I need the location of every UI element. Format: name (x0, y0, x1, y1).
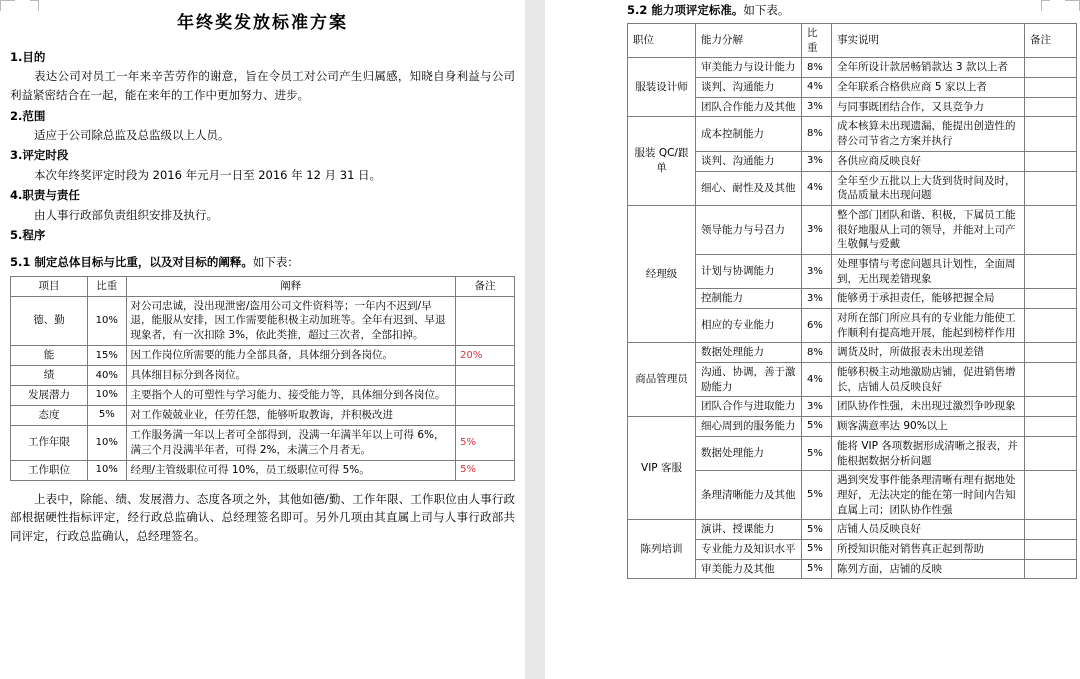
section-heading-duty: 4.职责与责任 (10, 188, 80, 203)
cell-fact: 全年所设计款居畅销款达 3 款以上者 (832, 58, 1025, 78)
cell-fact: 能够积极主动地激励店铺，促进销售增长，店铺人员反映良好 (832, 363, 1025, 397)
cell-note (456, 366, 515, 386)
cell-weight: 5% (802, 559, 832, 579)
cell-fact: 全年联系合格供应商 5 家以上者 (832, 78, 1025, 98)
table-row (628, 171, 1077, 205)
cell-desc: 工作服务满一年以上者可全部得到，没满一年满半年以上可得 6%，满三个月没满半年者，可得 2%，未满三个月者无。 (126, 425, 456, 460)
table-row (11, 460, 515, 480)
cell-weight: 5% (802, 539, 832, 559)
cell-weight: 40% (88, 366, 127, 386)
cell-ability: 演讲、授课能力 (696, 520, 802, 540)
cell-note (1025, 78, 1077, 98)
table-row (11, 386, 515, 406)
table-row (628, 539, 1077, 559)
table-row (628, 78, 1077, 98)
cell-fact: 店铺人员反映良好 (832, 520, 1025, 540)
table-row (628, 289, 1077, 309)
cell-item: 工作职位 (11, 460, 88, 480)
cell-fact: 团队协作性强，未出现过激烈争吵现象 (832, 397, 1025, 417)
cell-ability: 条理清晰能力及其他 (696, 471, 802, 520)
cell-note (1025, 363, 1077, 397)
cell-weight: 8% (802, 343, 832, 363)
cell-desc: 经理/主管级职位可得 10%，员工级职位可得 5%。 (126, 460, 456, 480)
cell-note (1025, 520, 1077, 540)
table-row (628, 254, 1077, 288)
cell-weight: 5% (802, 520, 832, 540)
cell-note (456, 386, 515, 406)
cell-weight: 10% (88, 296, 127, 346)
cell-fact: 遇到突发事件能条理清晰有理有据地处理好，无法决定的能在第一时间内告知直属上司；团队协作性强 (832, 471, 1025, 520)
table-header-row (628, 24, 1077, 58)
col-header-desc: 阐释 (126, 276, 456, 296)
cell-weight: 5% (802, 471, 832, 520)
cell-weight: 6% (802, 309, 832, 343)
cell-note (1025, 117, 1077, 151)
crop-mark-top-right-icon (1065, 0, 1080, 11)
subsection-heading-5-2-text: 5.2 能力项评定标准。 (627, 3, 744, 17)
cell-ability: 成本控制能力 (696, 117, 802, 151)
cell-weight: 5% (802, 417, 832, 437)
cell-fact: 调货及时，所做报表未出现差错 (832, 343, 1025, 363)
cell-fact: 成本核算未出现遗漏，能提出创造性的替公司节省之方案并执行 (832, 117, 1025, 151)
cell-note (1025, 417, 1077, 437)
cell-ability: 团队合作能力及其他 (696, 97, 802, 117)
cell-weight: 10% (88, 425, 127, 460)
cell-weight: 5% (802, 436, 832, 470)
cell-desc: 对公司忠诚，没出现泄密/盗用公司文件资料等；一年内不迟到/早退，能服从安排，因工作需要能积极主动加班等。全年有迟到、早退现象者，有一次扣除 3%，依此类推，超过三次者，全部扣掉。 (126, 296, 456, 346)
col-header-weight: 比重 (802, 24, 832, 58)
cell-weight: 4% (802, 363, 832, 397)
cell-note (456, 296, 515, 346)
subsection-heading-5-1-tail: 如下表： (252, 255, 299, 270)
cell-ability: 数据处理能力 (696, 436, 802, 470)
subsection-heading-5-1-text: 5.1 制定总体目标与比重，以及对目标的阐释。 (10, 255, 253, 270)
cell-weight: 3% (802, 97, 832, 117)
section-body-purpose: 表达公司对员工一年来辛苦劳作的谢意，旨在令员工对公司产生归属感，知晓自身利益与公司利益紧密结合在一起，能在来年的工作中更加努力、进步。 (10, 69, 515, 102)
document-page-right (545, 0, 1080, 679)
cell-fact: 所授知识能对销售真正起到帮助 (832, 539, 1025, 559)
cell-note (1025, 471, 1077, 520)
cell-weight: 3% (802, 289, 832, 309)
cell-note (1025, 205, 1077, 254)
cell-weight: 10% (88, 460, 127, 480)
section-heading-procedure: 5.程序 (10, 228, 46, 243)
cell-fact: 各供应商反映良好 (832, 151, 1025, 171)
cell-note (1025, 436, 1077, 470)
cell-desc: 对工作兢兢业业，任劳任怨，能够听取教诲，并积极改进 (126, 405, 456, 425)
page-title: 年终奖发放标准方案 (177, 13, 348, 33)
cell-note (1025, 397, 1077, 417)
cell-note (1025, 151, 1077, 171)
document-page-left (0, 0, 525, 679)
table-row (11, 366, 515, 386)
cell-desc: 因工作岗位所需要的能力全部具备，具体细分到各岗位。 (126, 346, 456, 366)
table-row (11, 296, 515, 346)
cell-item: 发展潜力 (11, 386, 88, 406)
cell-weight: 3% (802, 254, 832, 288)
col-header-ability: 能力分解 (696, 24, 802, 58)
cell-note (1025, 289, 1077, 309)
table-row (628, 58, 1077, 78)
col-header-note: 备注 (456, 276, 515, 296)
cell-desc: 具体细目标分到各岗位。 (126, 366, 456, 386)
cell-fact: 陈列方面，店铺的反映 (832, 559, 1025, 579)
cell-weight: 4% (802, 78, 832, 98)
table-row (628, 471, 1077, 520)
table-row (628, 97, 1077, 117)
cell-fact: 处理事情与考虑问题具计划性，全面周到，无出现差错现象 (832, 254, 1025, 288)
section-body-period: 本次年终奖评定时段为 2016 年元月一日至 2016 年 12 月 31 日。 (34, 167, 382, 182)
subsection-heading-5-2-tail: 如下表。 (743, 3, 790, 17)
cell-weight: 5% (88, 405, 127, 425)
cell-note (1025, 343, 1077, 363)
table-row (628, 309, 1077, 343)
cell-note (1025, 309, 1077, 343)
cell-item: 态度 (11, 405, 88, 425)
cell-ability: 谈判、沟通能力 (696, 78, 802, 98)
cell-ability: 细心周到的服务能力 (696, 417, 802, 437)
col-header-item: 项目 (11, 276, 88, 296)
cell-position: 陈列培训 (628, 520, 696, 579)
cell-item: 德、勤 (11, 296, 88, 346)
section-heading-period: 3.评定时段 (10, 148, 69, 163)
table-row (628, 363, 1077, 397)
cell-ability: 沟通、协调，善于激励能力 (696, 363, 802, 397)
cell-weight: 3% (802, 151, 832, 171)
cell-note (1025, 539, 1077, 559)
subsection-heading-5-2 (627, 2, 1058, 18)
cell-weight: 8% (802, 117, 832, 151)
overall-goal-table (10, 276, 515, 481)
table-row (628, 436, 1077, 470)
cell-ability: 计划与协调能力 (696, 254, 802, 288)
section-heading-purpose: 1.目的 (10, 50, 46, 64)
table-row (628, 559, 1077, 579)
cell-ability: 控制能力 (696, 289, 802, 309)
cell-weight: 4% (802, 171, 832, 205)
section-body-scope: 适应于公司除总监及总监级以上人员。 (34, 127, 230, 142)
cell-note (1025, 97, 1077, 117)
col-header-fact: 事实说明 (832, 24, 1025, 58)
cell-fact: 整个部门团队和谐、积极，下属员工能很好地服从上司的领导，并能对上司产生敬佩与爱戴 (832, 205, 1025, 254)
cell-ability: 领导能力与号召力 (696, 205, 802, 254)
cell-ability: 谈判、沟通能力 (696, 151, 802, 171)
cell-item: 工作年限 (11, 425, 88, 460)
table-row (628, 205, 1077, 254)
cell-note: 5% (456, 425, 515, 460)
cell-position: 服装 QC/跟单 (628, 117, 696, 205)
cell-weight: 15% (88, 346, 127, 366)
ability-criteria-table (627, 23, 1077, 579)
cell-fact: 能够勇于承担责任，能够把握全局 (832, 289, 1025, 309)
cell-weight: 10% (88, 386, 127, 406)
cell-ability: 审美能力与设计能力 (696, 58, 802, 78)
cell-note (1025, 171, 1077, 205)
cell-fact: 对所在部门所应具有的专业能力能使工作顺利有提高地开展，能起到榜样作用 (832, 309, 1025, 343)
cell-note (456, 405, 515, 425)
cell-note (1025, 559, 1077, 579)
table-row (11, 425, 515, 460)
cell-fact: 全年至少五批以上大货到货时间及时，货品质量未出现问题 (832, 171, 1025, 205)
cell-ability: 数据处理能力 (696, 343, 802, 363)
cell-weight: 3% (802, 397, 832, 417)
subsection-heading-5-1 (10, 254, 515, 271)
cell-position: VIP 客服 (628, 417, 696, 520)
table-row (628, 417, 1077, 437)
col-header-note: 备注 (1025, 24, 1077, 58)
cell-note: 5% (456, 460, 515, 480)
table-row (628, 151, 1077, 171)
cell-position: 商品管理员 (628, 343, 696, 417)
table-row (628, 343, 1077, 363)
cell-fact: 能将 VIP 各项数据形成清晰之报表，并能根据数据分析问题 (832, 436, 1025, 470)
table-row (628, 520, 1077, 540)
cell-item: 绩 (11, 366, 88, 386)
cell-ability: 专业能力及知识水平 (696, 539, 802, 559)
table-row (11, 405, 515, 425)
cell-desc: 主要指个人的可塑性与学习能力、接受能力等，具体细分到各岗位。 (126, 386, 456, 406)
col-header-weight: 比重 (88, 276, 127, 296)
cell-position: 服装设计师 (628, 58, 696, 117)
table-row (628, 397, 1077, 417)
cell-ability: 相应的专业能力 (696, 309, 802, 343)
table-row (11, 346, 515, 366)
col-header-position: 职位 (628, 24, 696, 58)
cell-weight: 8% (802, 58, 832, 78)
table-header-row (11, 276, 515, 296)
closing-paragraph: 上表中，除能、绩、发展潜力、态度各项之外，其他如德/勤、工作年限、工作职位由人事行政部根据硬性指标评定，经行政总监确认、总经理签名即可。另外几项由其直属上司与人事行政部共同评定，行政总监确认，总经理签名。 (10, 491, 515, 543)
cell-ability: 审美能力及其他 (696, 559, 802, 579)
page-gutter-divider (525, 0, 545, 679)
cell-ability: 细心、耐性及及其他 (696, 171, 802, 205)
section-heading-scope: 2.范围 (10, 108, 46, 123)
section-body-duty: 由人事行政部负责组织安排及执行。 (34, 207, 218, 222)
cell-note (1025, 254, 1077, 288)
cell-note: 20% (456, 346, 515, 366)
cell-item: 能 (11, 346, 88, 366)
cell-fact: 顾客满意率达 90%以上 (832, 417, 1025, 437)
cell-position: 经理级 (628, 205, 696, 343)
cell-fact: 与同事既团结合作，又具竞争力 (832, 97, 1025, 117)
cell-note (1025, 58, 1077, 78)
cell-weight: 3% (802, 205, 832, 254)
table-row (628, 117, 1077, 151)
cell-ability: 团队合作与进取能力 (696, 397, 802, 417)
